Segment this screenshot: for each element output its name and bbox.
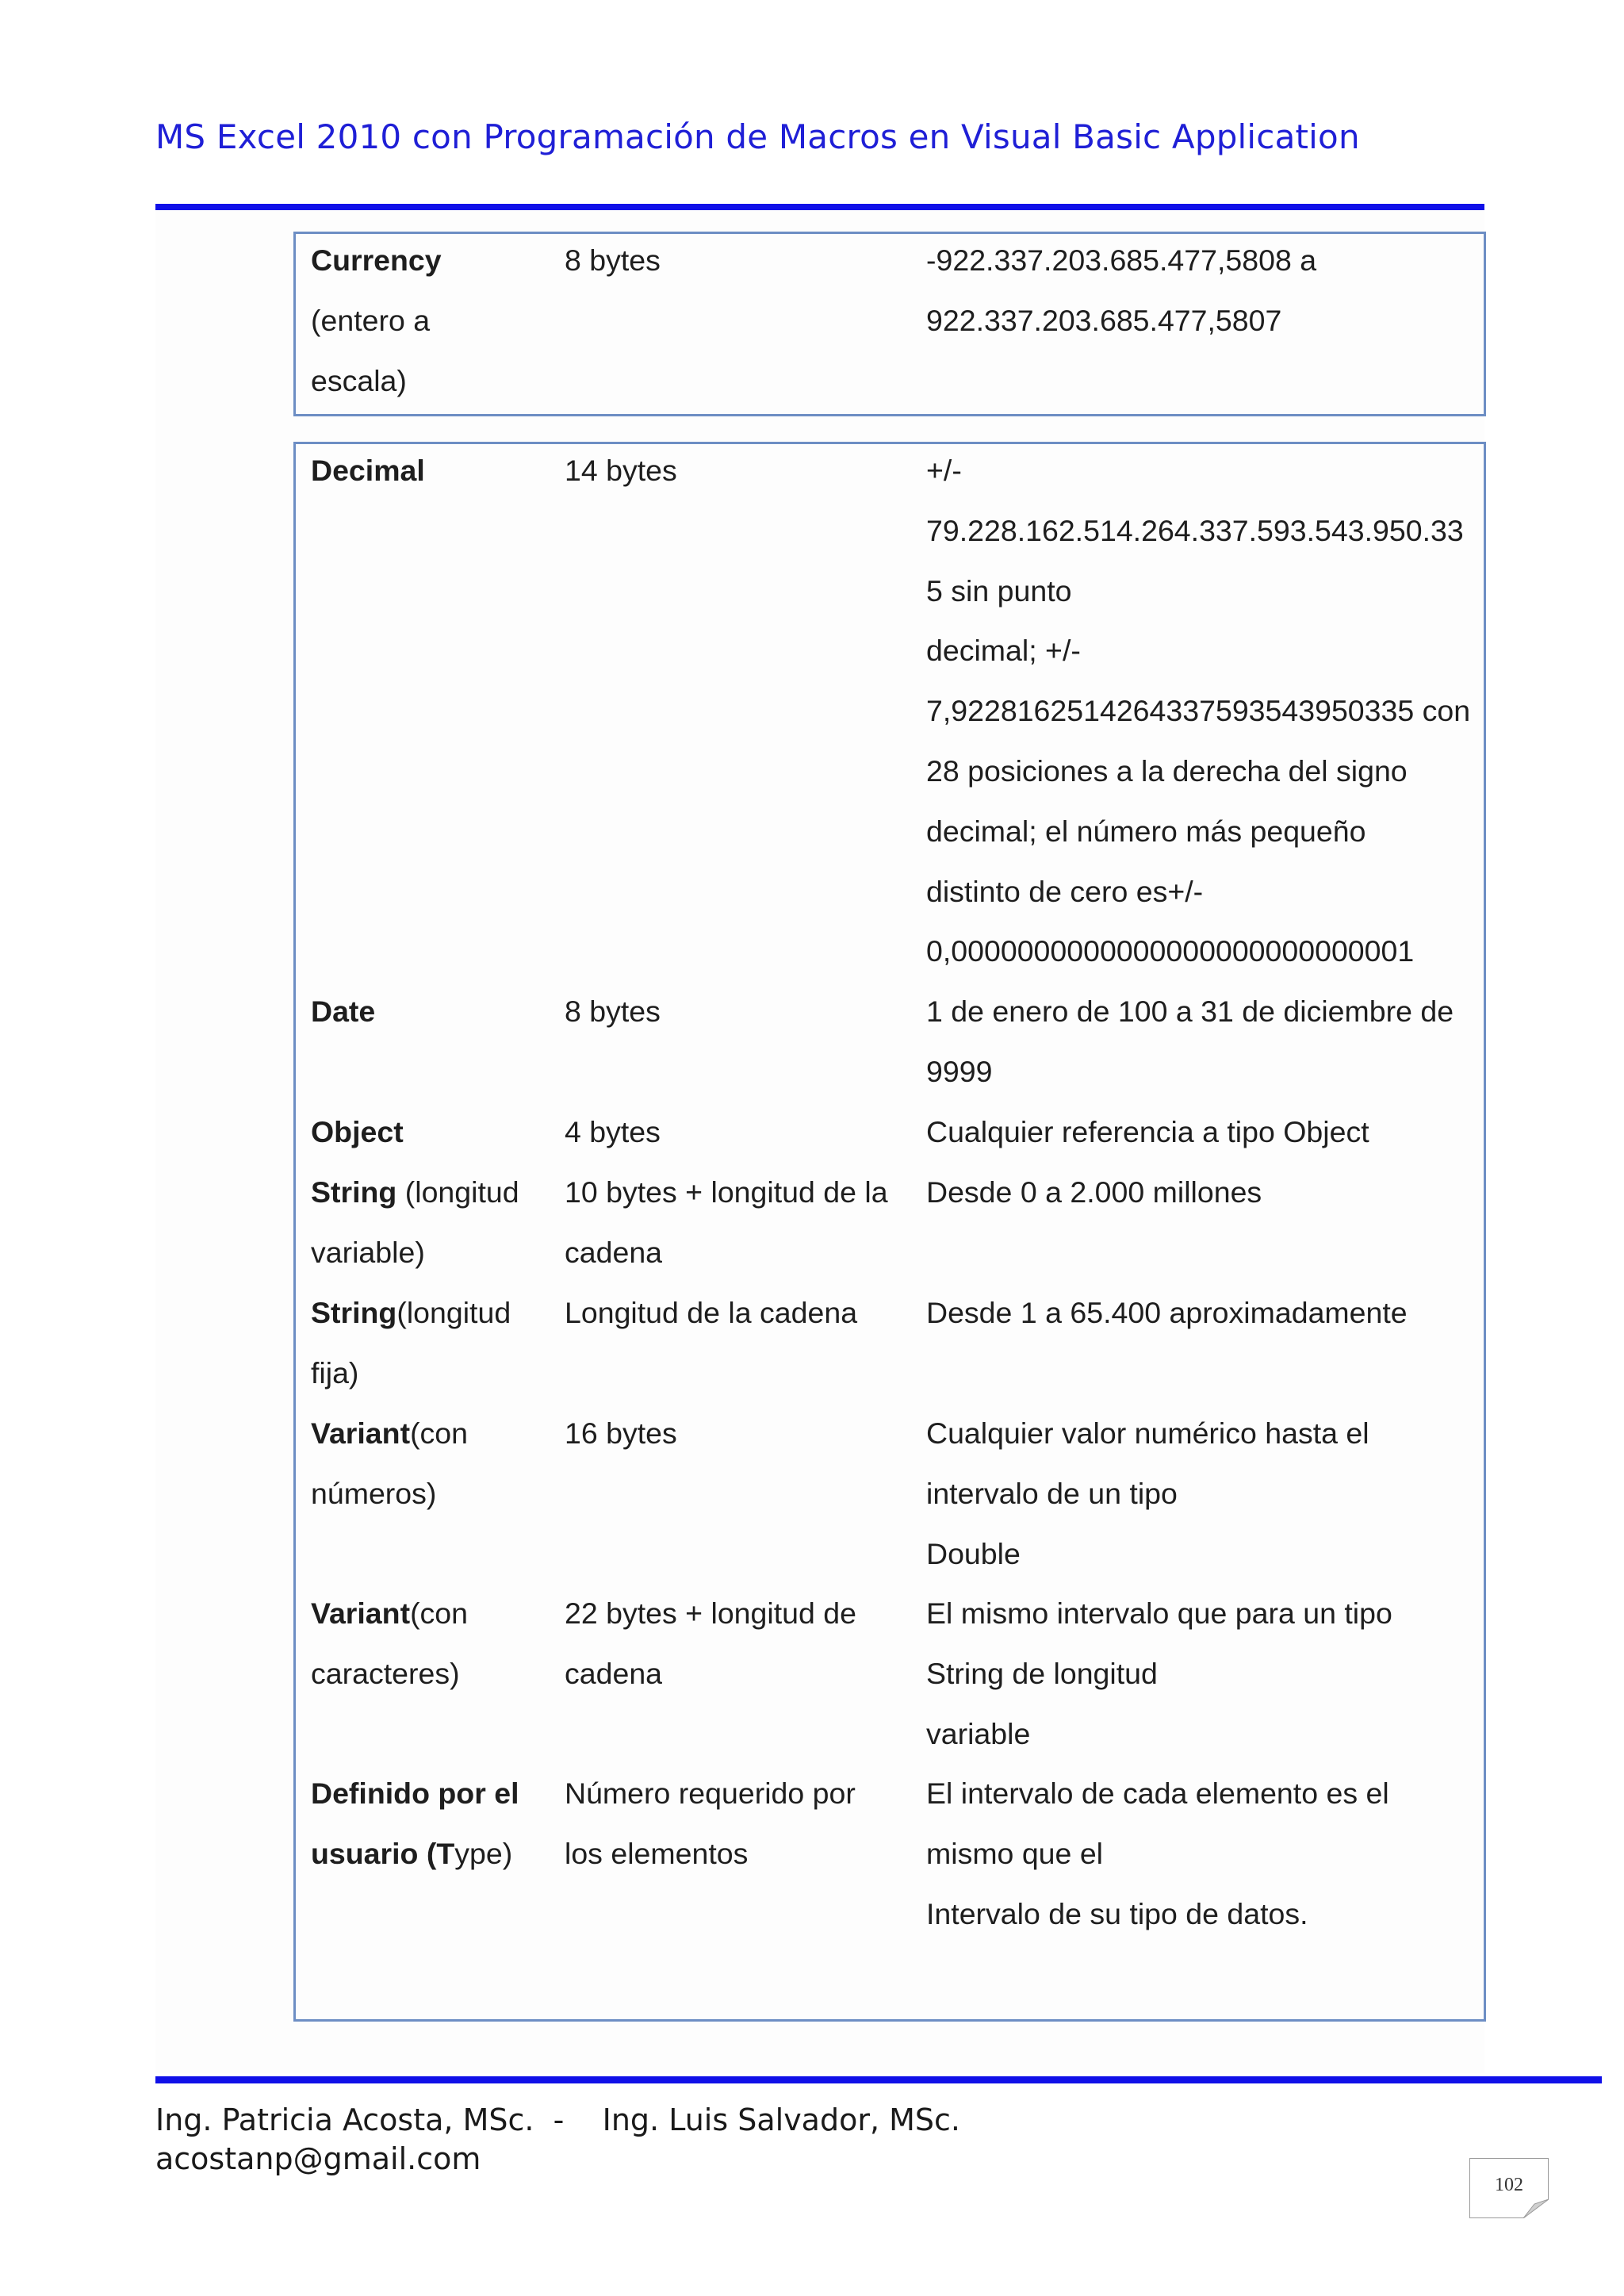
type-name-bold: Currency (311, 243, 442, 277)
type-name-bold: Variant (311, 1416, 411, 1450)
storage-size-cell: 8 bytes (565, 243, 661, 277)
data-type-table-main (293, 442, 1486, 2022)
type-name-bold: Variant (311, 1596, 411, 1630)
type-name-cell (311, 1584, 557, 1704)
footer-authors: Ing. Patricia Acosta, MSc. - Ing. Luis Salvador, MSc. (155, 2102, 960, 2137)
type-name-rest: (longitud fija) (311, 1296, 511, 1389)
storage-size-cell: 16 bytes (565, 1416, 677, 1450)
type-name-cell (311, 1102, 557, 1163)
page-number: 102 (1495, 2175, 1523, 2195)
storage-size-cell: Longitud de la cadena (565, 1296, 858, 1329)
type-name-bold: Decimal (311, 454, 425, 487)
storage-size-cell: 8 bytes (565, 995, 661, 1028)
value-range-cell: Cualquier referencia a tipo Object (926, 1115, 1369, 1148)
type-name-bold: Date (311, 995, 376, 1028)
page-number-box (1469, 2158, 1549, 2218)
type-name-rest: (longitud variable) (311, 1175, 519, 1269)
value-range-cell: El mismo intervalo que para un tipo String de longitud variable (926, 1596, 1392, 1750)
type-name-cell (311, 982, 557, 1042)
type-name-cell (311, 441, 557, 501)
header-divider (155, 204, 1484, 210)
type-name-cell (311, 1764, 557, 1884)
value-range-cell: -922.337.203.685.477,5808 a 922.337.203.685.477,5807 (926, 243, 1317, 337)
storage-size-cell: 10 bytes + longitud de la cadena (565, 1175, 888, 1269)
type-name-rest: (entero a escala) (311, 303, 431, 397)
footer-divider (155, 2076, 1602, 2083)
document-header-title: MS Excel 2010 con Programación de Macros en Visual Basic Application (155, 117, 1360, 156)
data-type-table-top (293, 232, 1486, 416)
value-range-cell: 1 de enero de 100 a 31 de diciembre de 9999 (926, 995, 1454, 1088)
type-name-cell (311, 231, 557, 411)
storage-size-cell: Número requerido por los elementos (565, 1777, 856, 1870)
type-name-cell (311, 1404, 557, 1524)
type-name-rest: (con caracteres) (311, 1596, 469, 1690)
value-range-cell: Cualquier valor numérico hasta el intervalo de un tipo Double (926, 1416, 1369, 1570)
footer-email: acostanp@gmail.com (155, 2141, 481, 2176)
type-name-cell (311, 1283, 557, 1404)
value-range-cell: El intervalo de cada elemento es el mismo que el Intervalo de su tipo de datos. (926, 1777, 1389, 1930)
value-range-cell: Desde 0 a 2.000 millones (926, 1175, 1262, 1209)
storage-size-cell: 14 bytes (565, 454, 677, 487)
type-name-bold: Object (311, 1115, 404, 1148)
type-name-bold: String (311, 1175, 397, 1209)
type-name-rest: ype) (454, 1836, 513, 1870)
type-name-bold: Definido por el usuario (T (311, 1777, 519, 1870)
type-name-rest: (con números) (311, 1416, 469, 1510)
value-range-cell: +/- 79.228.162.514.264.337.593.543.950.33 5 sin punto decimal; +/- 7,9228162514264337593543950335 con 28 posiciones a la derecha del signo decimal; el número más pequeño distinto de cero es+/- 0,0000000000000000000000000001 (926, 454, 1471, 968)
storage-size-cell: 22 bytes + longitud de cadena (565, 1596, 856, 1690)
storage-size-cell: 4 bytes (565, 1115, 661, 1148)
type-name-bold: String (311, 1296, 397, 1329)
page-curl-icon (1523, 2199, 1549, 2218)
value-range-cell: Desde 1 a 65.400 aproximadamente (926, 1296, 1408, 1329)
type-name-cell (311, 1163, 557, 1283)
